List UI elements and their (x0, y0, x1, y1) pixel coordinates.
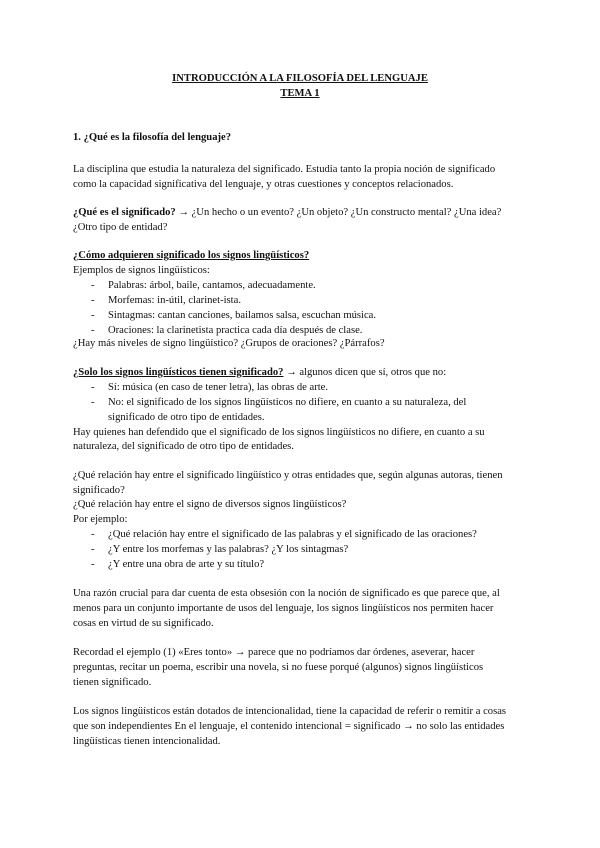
paragraph-line: Por ejemplo: (73, 514, 128, 525)
bullet-dash: - (91, 295, 95, 306)
paragraph-line: tienen significado. (73, 677, 152, 688)
paragraph-line: significado? (73, 485, 125, 496)
paragraph-line: lingüísticas tienen intencionalidad. (73, 736, 221, 747)
bullet-dash: - (91, 529, 95, 540)
question-bold: ¿Solo los signos lingüísticos tienen significado? (73, 367, 284, 378)
bullet-dash: - (91, 544, 95, 555)
paragraph-line: Hay quienes han defendido que el significado de los signos lingüísticos no difiere, en cuanto a su (73, 427, 485, 438)
question-rest: → ¿Un hecho o un evento? ¿Un objeto? ¿Un constructo mental? ¿Una idea? (175, 207, 502, 218)
paragraph-line: menos para un conjunto importante de usos del lenguaje, los signos lingüísticos nos permiten hacer (73, 603, 494, 614)
paragraph-line: Recordad el ejemplo (1) «Eres tonto» → parece que no podríamos dar órdenes, aseverar, hacer (73, 647, 475, 658)
list-item: ¿Y entre una obra de arte y su título? (108, 559, 265, 570)
paragraph-line: ¿Hay más niveles de signo lingüístico? ¿Grupos de oraciones? ¿Párrafos? (73, 338, 385, 349)
bullet-dash: - (91, 397, 95, 408)
list-item: Palabras: árbol, baile, cantamos, adecuadamente. (108, 280, 316, 291)
list-item: Sintagmas: cantan canciones, bailamos salsa, escuchan música. (108, 310, 376, 321)
paragraph-line: La disciplina que estudia la naturaleza del significado. Estudia tanto la propia noción de significado (73, 164, 496, 175)
paragraph-line: cosas en virtud de su significado. (73, 618, 214, 629)
paragraph-line: preguntas, recitar un poema, escribir una novela, si no fuese porqué (algunos) signos lingüísticos (73, 662, 484, 673)
document-title: INTRODUCCIÓN A LA FILOSOFÍA DEL LENGUAJE (172, 73, 428, 84)
question-rest: → algunos dicen que sí, otros que no: (283, 367, 447, 378)
list-item-continuation: significado de otro tipo de entidades. (108, 412, 265, 423)
paragraph-line: Ejemplos de signos lingüísticos: (73, 265, 210, 276)
list-item: ¿Qué relación hay entre el significado de las palabras y el significado de las oraciones? (108, 529, 477, 540)
paragraph-line: ¿Qué relación hay entre el significado lingüístico y otras entidades que, según algunas autoras, tienen (73, 470, 503, 481)
list-item: No: el significado de los signos lingüísticos no difiere, en cuanto a su naturaleza, del (108, 397, 467, 408)
paragraph-line: Una razón crucial para dar cuenta de esta obsesión con la noción de significado es que parece que, al (73, 588, 500, 599)
section-heading: 1. ¿Qué es la filosofía del lenguaje? (73, 132, 232, 143)
paragraph-line: como la capacidad significativa del lenguaje, y otras cuestiones y conceptos relacionados. (73, 179, 454, 190)
bullet-dash: - (91, 325, 95, 336)
paragraph-line: naturaleza, del significado de otro tipo de entidades. (73, 441, 294, 452)
list-item: Morfemas: in-útil, clarinet-ista. (108, 295, 241, 306)
paragraph-line: ¿Qué relación hay entre el signo de diversos signos lingüísticos? (73, 499, 347, 510)
list-item: Sí: música (en caso de tener letra), las obras de arte. (108, 382, 329, 393)
bullet-dash: - (91, 382, 95, 393)
question-line (73, 205, 501, 220)
paragraph-line: Los signos lingüísticos están dotados de intencionalidad, tiene la capacidad de referir o remitir a cosas (73, 706, 507, 717)
bullet-dash: - (91, 559, 95, 570)
question-heading: ¿Cómo adquieren significado los signos lingüísticos? (73, 250, 310, 261)
bullet-dash: - (91, 310, 95, 321)
document-subtitle: TEMA 1 (280, 88, 320, 99)
question-bold: ¿Qué es el significado? (73, 207, 176, 218)
question-line (73, 365, 446, 380)
paragraph-line: que son independientes En el lenguaje, el contenido intencional = significado → no solo las entidades (73, 721, 505, 732)
paragraph-line: ¿Otro tipo de entidad? (73, 222, 168, 233)
bullet-dash: - (91, 280, 95, 291)
list-item: ¿Y entre los morfemas y las palabras? ¿Y los sintagmas? (108, 544, 349, 555)
list-item: Oraciones: la clarinetista practica cada día después de clase. (108, 325, 363, 336)
